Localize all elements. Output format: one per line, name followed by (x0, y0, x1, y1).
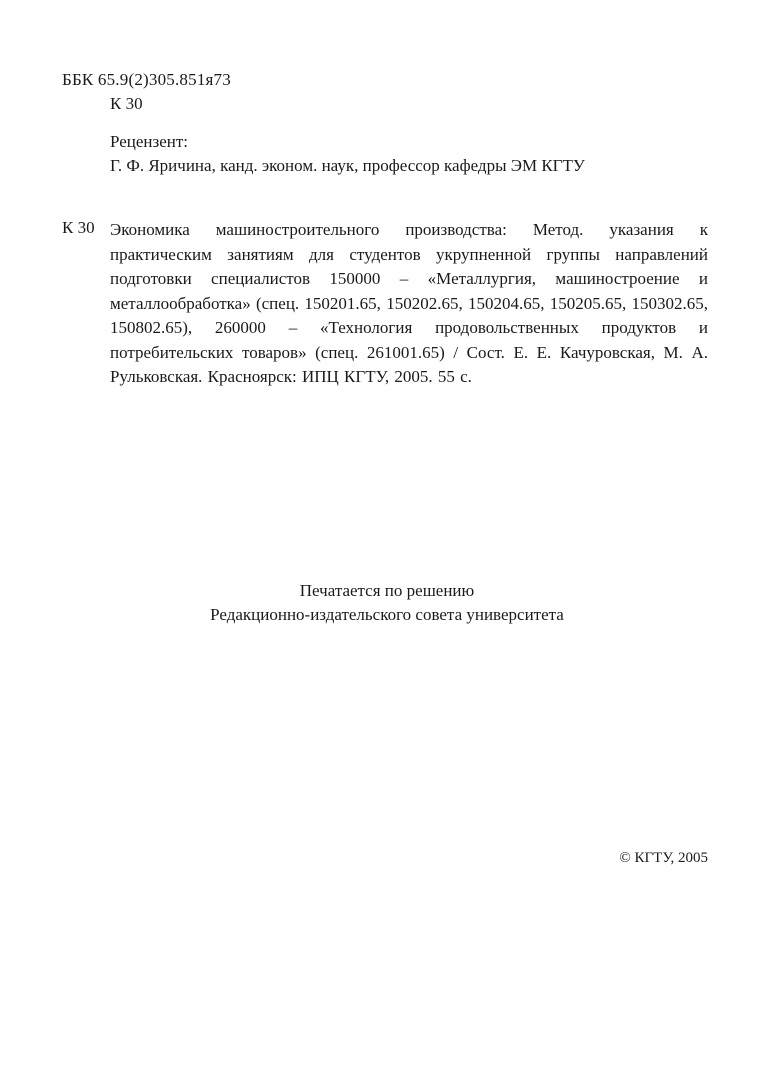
bibliographic-description: Экономика машиностроительного производства: Метод. указания к практическим занятиям для студентов укрупненной группы направлений подготовки специалистов 150000 – «Металлургия, машиностроение и металлообработка» (спец. 150201.65, 150202.65, 150204.65, 150205.65, 150302.65, 150802.65), 260000 – «Технология продовольственных продуктов и потребительских товаров» (спец. 261001.65) / Сост. Е. Е. Качуровская, М. А. Рульковская. Красноярск: ИПЦ КГТУ, 2005. 55 с. (110, 220, 708, 386)
reviewer-name: Г. Ф. Яричина, канд. эконом. наук, профессор кафедры ЭМ КГТУ (110, 156, 585, 175)
imprint-line-1: Печатается по решению (299, 581, 475, 600)
imprint-statement (0, 579, 774, 627)
imprint-line-2: Редакционно-издательского совета университета (210, 605, 564, 624)
reviewer-label: Рецензент: (110, 132, 189, 151)
entry-author-mark: К 30 (62, 218, 95, 237)
author-mark: К 30 (110, 94, 143, 113)
bbk-classification: ББК 65.9(2)305.851я73 (62, 70, 231, 89)
copyright-notice: © КГТУ, 2005 (619, 850, 708, 866)
